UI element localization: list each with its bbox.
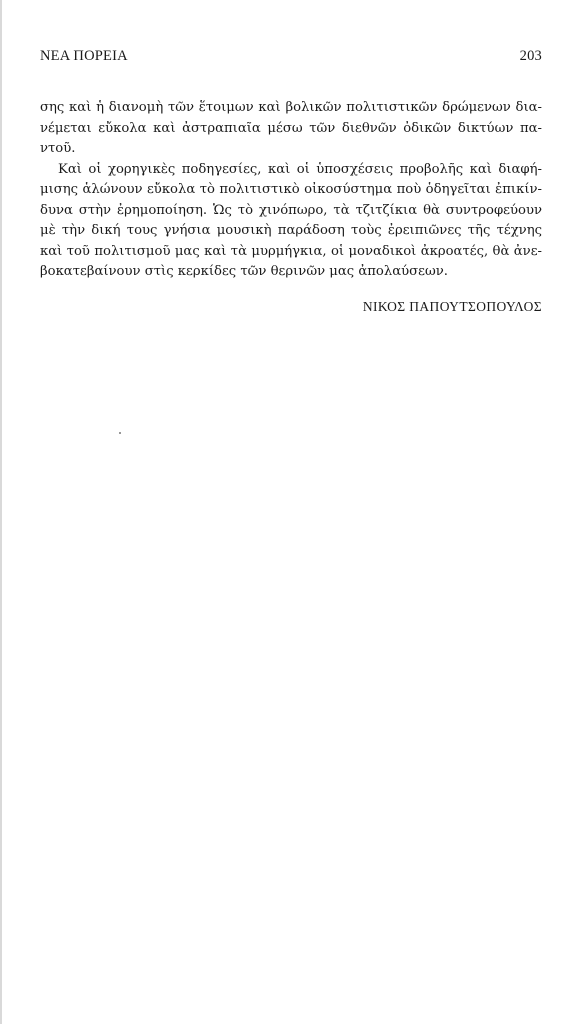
paragraph-1 — [40, 98, 542, 160]
text-line: σης καὶ ἡ διανομὴ τῶν ἕτοιμων καὶ βολικῶν πολιτιστικῶν δρώμενων δια- — [40, 100, 542, 115]
article-text — [40, 98, 542, 283]
paragraph-2 — [40, 160, 542, 283]
text-line: Καὶ οἱ χορηγικὲς ποδηγεσίες, καὶ οἱ ὑποσχέσεις προβολῆς καὶ διαφή- — [58, 161, 542, 177]
text-line: καὶ τοῦ πολιτισμοῦ μας καὶ τὰ μυρμήγκια, οἱ μοναδικοὶ ἀκροατές, θὰ ἀνε- — [40, 243, 542, 259]
running-title: ΝΕΑ ΠΟΡΕΙΑ — [40, 48, 128, 64]
text-line: μισης ἁλώνουν εὔκολα τὸ πολιτιστικὸ οἰκοσύστημα ποὺ ὁδηγεῖται ἐπικίν- — [40, 182, 542, 197]
text-line: μὲ τὴν δική τους γνήσια μουσικὴ παράδοση τοὺς ἐρειπιῶνες τῆς τέχνης — [40, 223, 542, 238]
scan-edge — [0, 0, 2, 1024]
text-line: ντοῦ. — [40, 141, 76, 156]
author-signature: ΝΙΚΟΣ ΠΑΠΟΥΤΣΟΠΟΥΛΟΣ — [362, 299, 542, 314]
scan-speck — [119, 432, 121, 434]
text-line: δυνα στὴν ἐρημοποίηση. Ὡς τὸ χινόπωρο, τὰ τζιτζίκια θὰ συντροφεύουν — [40, 202, 542, 218]
text-line: βοκατεβαίνουν στὶς κερκίδες τῶν θερινῶν μας ἀπολαύσεων. — [40, 264, 448, 279]
page-number: 203 — [519, 48, 542, 64]
text-line: νέμεται εὔκολα καὶ ἀστραπιαῖα μέσω τῶν διεθνῶν ὀδικῶν δικτύων πα- — [40, 120, 542, 136]
page-header — [40, 48, 542, 68]
